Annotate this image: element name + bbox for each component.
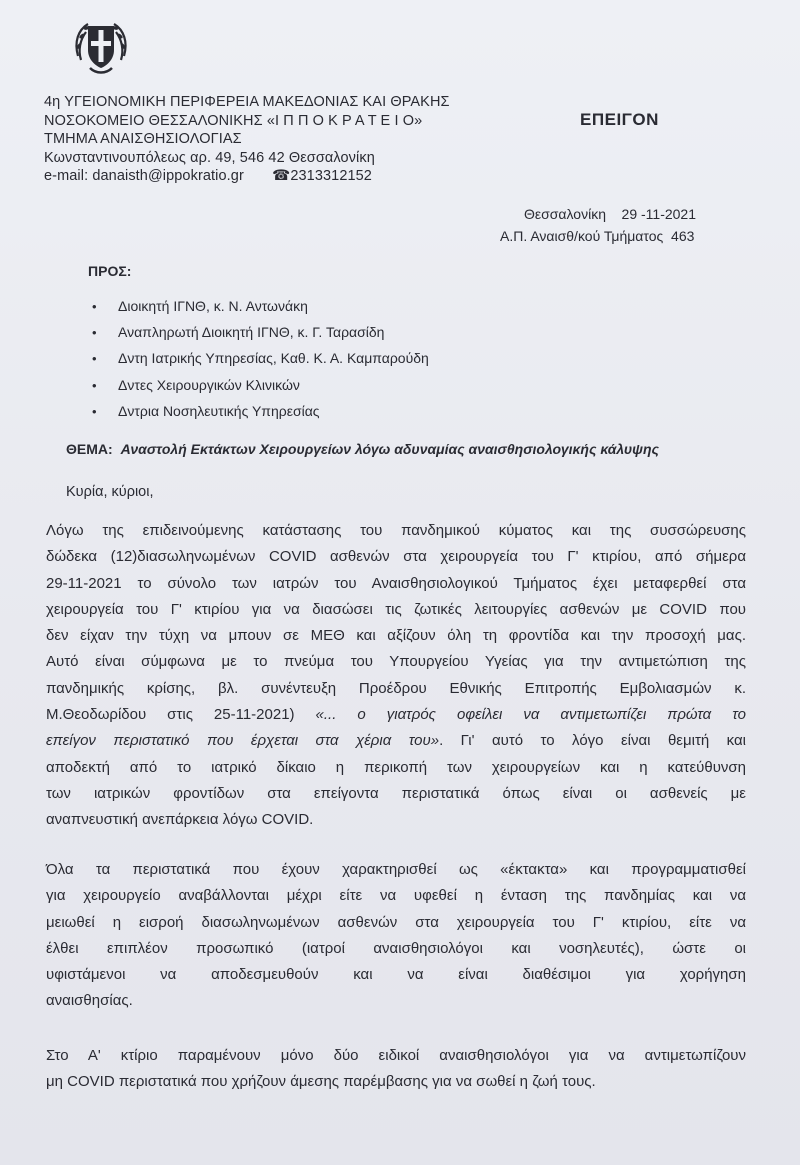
quote-segment: επείγον περιστατικό που έρχεται στα χέρια του» — [46, 732, 440, 750]
contact-line — [44, 167, 450, 186]
quote-segment: «... ο γιατρός οφείλει να αντιμετωπίζει πρώτα το — [315, 706, 746, 724]
text-line: Αυτό είναι σύμφωνα με το πνεύμα του Υπουργείου Υγείας για την αντιμετώπιση της — [46, 653, 746, 671]
text-line: υφιστάμενοι να αποδεσμευθούν και να είναι διαθέσιμοι για χορήγηση — [46, 966, 746, 984]
text-line: αποδεκτή από το ιατρικό δίκαιο η περικοπή των χειρουργείων και η κατεύθυνση — [46, 758, 746, 776]
text-line: Λόγω της επιδεινούμενης κατάστασης του πανδημικού κύματος και της συσσώρευσης — [46, 522, 746, 539]
bullet-icon: • — [92, 299, 97, 314]
text-line: έλθει επιπλέον προσωπικό (ιατροί αναισθησιολόγοι και νοσηλευτές), ώστε οι — [46, 939, 746, 957]
text-line: δώδεκα (12)διασωληνωμένων COVID ασθενών στα χειρουργεία του Γ' κτιρίου, από σήμερα — [46, 548, 746, 566]
text-line: δεν είχαν την τύχη να μπουν σε ΜΕΘ και αξίζουν όλη τη φροντίδα και την προσοχή μας. — [46, 627, 746, 645]
recipients-label: ΠΡΟΣ: — [88, 263, 132, 279]
text-line: αναπνευστική ανεπάρκεια λόγω COVID. — [46, 811, 314, 829]
text-line: Στο Α' κτίριο παραμένουν μόνο δύο ειδικοί αναισθησιολόγοι για να αντιμετωπίζουν — [46, 1047, 746, 1064]
region-line: 4η ΥΓΕΙΟΝΟΜΙΚΗ ΠΕΡΙΦΕΡΕΙΑ ΜΑΚΕΔΟΝΙΑΣ ΚΑΙ ΘΡΑΚΗΣ — [44, 94, 450, 110]
recipient-item: • Διοικητή ΙΓΝΘ, κ. Ν. Αντωνάκη — [92, 293, 429, 319]
text-line — [46, 702, 746, 728]
text-line: πανδημικής κρίσης, βλ. συνέντευξη Προέδρου Εθνικής Επιτροπής Εμβολιασμών κ. — [46, 679, 746, 697]
recipient-item: • Δντες Χειρουργικών Κλινικών — [92, 372, 429, 398]
greek-state-emblem-icon — [70, 16, 132, 78]
department-line: ΤΜΗΜΑ ΑΝΑΙΣΘΗΣΙΟΛΟΓΙΑΣ — [44, 131, 242, 148]
subject-text: Αναστολή Εκτάκτων Χειρουργείων λόγω αδυναμίας αναισθησιολογικής κάλυψης — [120, 441, 660, 457]
recipients-list — [92, 293, 429, 424]
text-line: για χειρουργείο αναβάλλονται μέχρι είτε να υφεθεί η ένταση της πανδημίας και να — [46, 887, 746, 905]
subject-label: ΘΕΜΑ: — [66, 441, 113, 457]
recipient-item: • Δντη Ιατρικής Υπηρεσίας, Καθ. Κ. Α. Καμπαρούδη — [92, 345, 429, 371]
telephone-icon: ☎ — [272, 168, 291, 185]
body-paragraph-3 — [46, 1043, 746, 1096]
text-line: μη COVID περιστατικά που χρήζουν άμεσης παρέμβασης για να σωθεί η ζωή τους. — [46, 1073, 596, 1091]
bullet-icon: • — [92, 325, 97, 341]
text-line: χειρουργεία του Γ' κτιρίου για να διασώσει τις ζωτικές λειτουργίες ασθενών με COVID που — [46, 600, 746, 618]
text-line: μειωθεί η εισροή διασωληνωμένων ασθενών στα χειρουργεία του Γ' κτιρίου, είτε να — [46, 913, 746, 931]
place-date: Θεσσαλονίκη 29 -11-2021 — [524, 206, 696, 222]
text-line: Όλα τα περιστατικά που έχουν χαρακτηρισθεί ως «έκτακτα» και προγραμματισθεί — [46, 861, 746, 878]
recipient-item: • Αναπληρωτή Διοικητή ΙΓΝΘ, κ. Γ. Ταρασίδη — [92, 319, 429, 345]
email: e-mail: danaisth@ippokratio.gr — [44, 168, 244, 185]
dateline — [500, 203, 696, 247]
protocol-reference: Α.Π. Αναισθ/κού Τμήματος 463 — [500, 228, 695, 244]
text-segment: . Γι' αυτό το λόγο είναι θεμιτή και — [439, 732, 746, 750]
recipient-item: • Δντρια Νοσηλευτικής Υπηρεσίας — [92, 398, 429, 424]
phone-number: 2313312152 — [290, 168, 372, 185]
bullet-icon: • — [92, 403, 97, 419]
bullet-icon: • — [92, 351, 97, 367]
urgent-label: ΕΠΕΙΓΟΝ — [580, 110, 659, 129]
text-line — [46, 728, 746, 754]
address-line: Κωνσταντινουπόλεως αρ. 49, 546 42 Θεσσαλονίκη — [44, 149, 375, 166]
hospital-line: ΝΟΣΟΚΟΜΕΙΟ ΘΕΣΣΑΛΟΝΙΚΗΣ «Ι Π Π Ο Κ Ρ Α Τ Ε Ι Ο» — [44, 112, 423, 129]
text-line: των ιατρικών φροντίδων στα επείγοντα περιστατικά όπως είναι οι ασθενείς με — [46, 784, 746, 802]
body-paragraph-2 — [46, 857, 746, 1015]
body-paragraph-1 — [46, 518, 746, 834]
letterhead — [44, 93, 450, 186]
subject-line — [66, 441, 659, 457]
text-segment: Μ.Θεοδωρίδου στις 25-11-2021) — [46, 706, 316, 724]
bullet-icon: • — [92, 377, 97, 393]
text-line: 29-11-2021 το σύνολο των ιατρών του Αναισθησιολογικού Τμήματος έχει μεταφερθεί στα — [46, 574, 746, 592]
greeting: Κυρία, κύριοι, — [66, 484, 154, 500]
text-line: αναισθησίας. — [46, 992, 133, 1010]
